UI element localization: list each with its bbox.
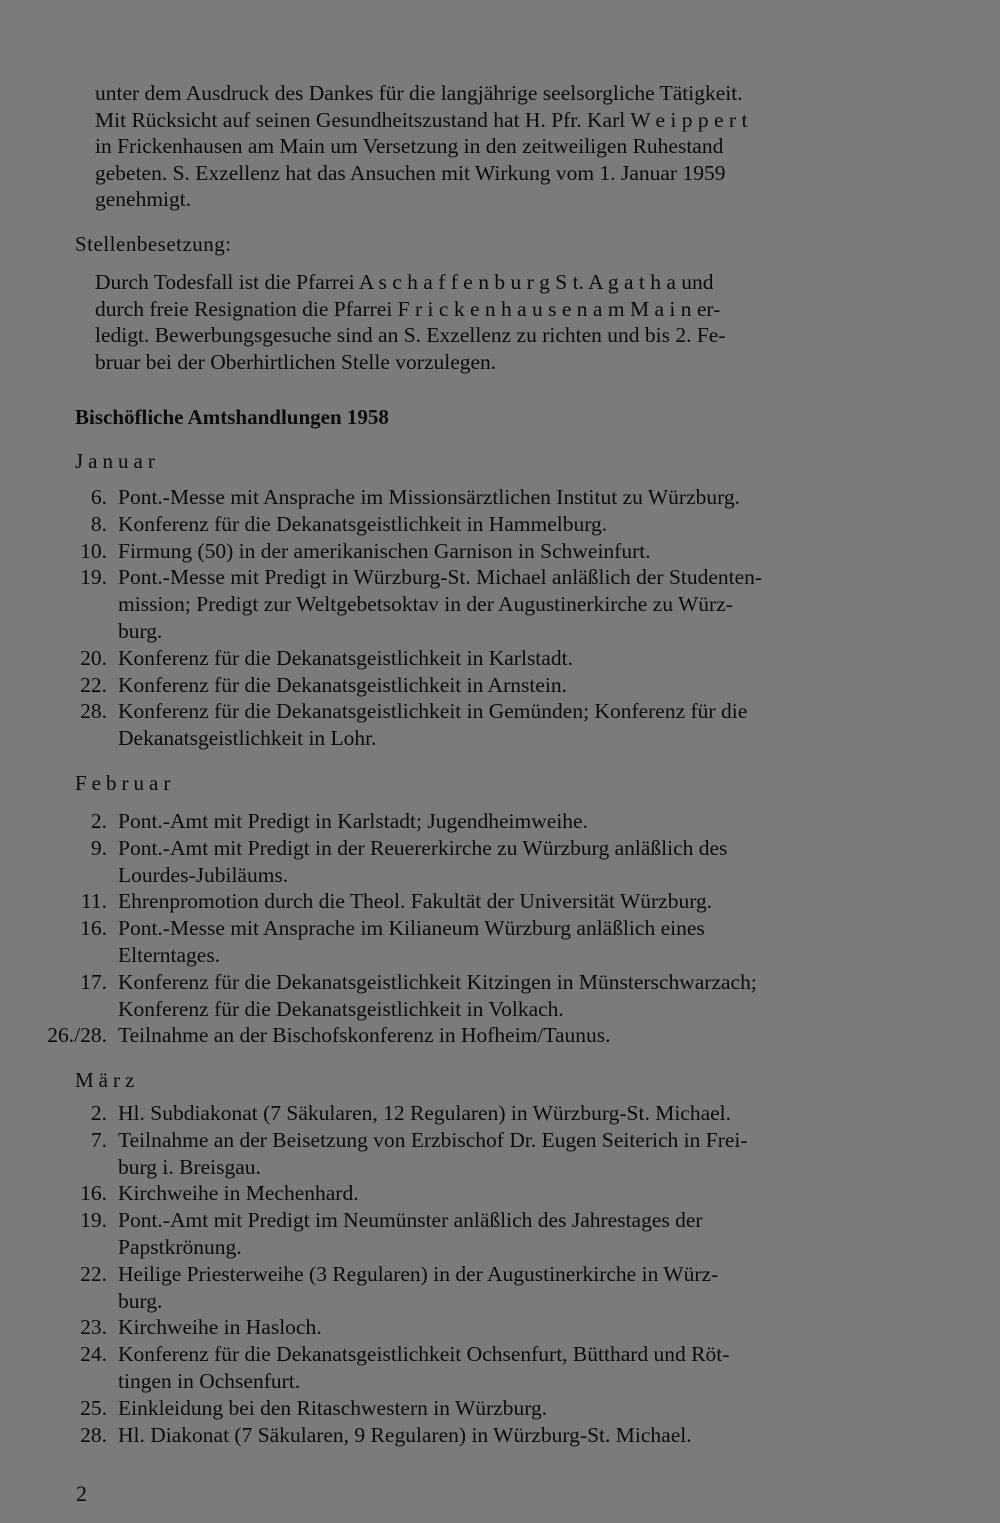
intro-line: gebeten. S. Exzellenz hat das Ansuchen mit Wirkung vom 1. Januar 1959 [95,160,726,185]
list-item [0,672,1000,699]
entry-line: Konferenz für die Dekanatsgeistlichkeit in Karlstadt. [118,645,573,670]
entry-day: 22. [80,1261,107,1286]
entry-text [118,1261,921,1315]
entries-februar [0,808,1000,1049]
entry-text [118,1422,921,1449]
entry-line: Pont.-Amt mit Predigt im Neumünster anläßlich des Jahrestages der [118,1208,703,1233]
list-item [0,484,1000,511]
entry-day: 16. [80,1181,107,1206]
list-item [0,1341,1000,1395]
entry-line: Konferenz für die Dekanatsgeistlichkeit in Gemünden; Konferenz für die [118,699,748,724]
entry-day: 28. [80,699,107,724]
entry-line: Teilnahme an der Beisetzung von Erzbischof Dr. Eugen Seiterich in Frei- [118,1127,748,1152]
list-item [0,511,1000,538]
entries-maerz [0,1100,1000,1448]
entry-line: Konferenz für die Dekanatsgeistlichkeit in Volkach. [118,996,564,1021]
entry-day: 28. [80,1422,107,1447]
section-title: Bischöfliche Amtshandlungen 1958 [75,405,389,429]
entry-line: burg i. Breisgau. [118,1154,261,1179]
entry-line: Papstkrönung. [118,1234,242,1259]
entry-text [118,969,921,1023]
entry-text [118,888,921,915]
list-item [0,1100,1000,1127]
entry-line: mission; Predigt zur Weltgebetsoktav in der Augustinerkirche zu Würz- [118,592,733,617]
entry-text [118,1395,921,1422]
entry-text [118,835,921,889]
entry-line: burg. [118,618,163,643]
entry-line: Hl. Subdiakonat (7 Säkularen, 12 Regularen) in Würzburg-St. Michael. [118,1101,732,1125]
list-item [0,1207,1000,1261]
entry-line: Lourdes-Jubiläums. [118,862,289,887]
list-item [0,1395,1000,1422]
entry-line: Firmung (50) in der amerikanischen Garnison in Schweinfurt. [118,538,651,563]
stellenbesetzung-paragraph [95,269,920,375]
entry-day: 23. [80,1315,107,1340]
list-item [0,808,1000,835]
entry-line: Pont.-Amt mit Predigt in der Reuererkirche zu Würzburg anläßlich des [118,835,728,860]
intro-line: Mit Rücksicht auf seinen Gesundheitszustand hat H. Pfr. Karl W e i p p e r t [95,107,748,132]
entry-line: Konferenz für die Dekanatsgeistlichkeit in Hammelburg. [118,511,608,536]
list-item [0,1127,1000,1181]
entry-day: 17. [80,969,107,994]
entry-day: 2. [90,1101,107,1125]
entry-day: 6. [90,485,107,509]
list-item [0,835,1000,889]
month-heading-februar: Februar [75,771,176,795]
stellen-line: bruar bei der Oberhirtlichen Stelle vorzulegen. [95,349,497,374]
entry-line: Dekanatsgeistlichkeit in Lohr. [118,726,377,751]
entry-line: Konferenz für die Dekanatsgeistlichkeit Ochsenfurt, Bütthard und Röt- [118,1342,730,1367]
list-item [0,1261,1000,1315]
entry-line: tingen in Ochsenfurt. [118,1368,301,1393]
entry-day: 24. [80,1342,107,1367]
entry-line: Konferenz für die Dekanatsgeistlichkeit Kitzingen in Münsterschwarzach; [118,969,757,994]
entry-day: 22. [80,672,107,697]
list-item [0,645,1000,672]
entry-day: 26./28. [47,1023,107,1048]
entry-text [118,915,921,969]
entry-line: Heilige Priesterweihe (3 Regularen) in der Augustinerkirche in Würz- [118,1261,719,1286]
entry-line: burg. [118,1288,163,1313]
entry-text [118,672,921,699]
list-item [0,1422,1000,1449]
entry-day: 2. [90,809,107,833]
intro-line: unter dem Ausdruck des Dankes für die langjährige seelsorgliche Tätigkeit. [95,81,743,105]
entry-text [118,1022,921,1049]
intro-paragraph [95,80,920,213]
entry-line: Kirchweihe in Mechenhard. [118,1181,359,1206]
entry-text [118,645,921,672]
month-heading-januar: Januar [75,449,160,473]
entry-line: Pont.-Amt mit Predigt in Karlstadt; Jugendheimweihe. [118,809,588,833]
entry-line: Pont.-Messe mit Ansprache im Kilianeum Würzburg anläßlich eines [118,916,705,941]
stellen-line: ledigt. Bewerbungsgesuche sind an S. Exzellenz zu richten und bis 2. Fe- [95,323,726,347]
entry-day: 11. [80,889,107,914]
entry-day: 7. [90,1127,107,1152]
entry-text [118,808,921,835]
entry-day: 8. [90,511,107,536]
entry-day: 19. [80,1208,107,1233]
entry-line: Einkleidung bei den Ritaschwestern in Würzburg. [118,1395,548,1420]
entry-line: Konferenz für die Dekanatsgeistlichkeit in Arnstein. [118,672,567,697]
entry-line: Teilnahme an der Bischofskonferenz in Hofheim/Taunus. [118,1023,611,1048]
entry-day: 25. [80,1395,107,1420]
entry-day: 10. [80,538,107,563]
entry-line: Hl. Diakonat (7 Säkularen, 9 Regularen) in Würzburg-St. Michael. [118,1422,692,1447]
entry-day: 20. [80,645,107,670]
entry-line: Elterntages. [118,942,221,967]
list-item [0,915,1000,969]
stellenbesetzung-heading: Stellenbesetzung: [75,232,232,256]
list-item [0,1314,1000,1341]
entry-text [118,564,921,644]
stellen-line: durch freie Resignation die Pfarrei F r i c k e n h a u s e n a m M a i n er- [95,296,721,321]
entry-text [118,484,921,511]
list-item [0,698,1000,752]
entry-text [118,1180,921,1207]
entry-text [118,1314,921,1341]
entries-januar [0,484,1000,752]
entry-line: Ehrenpromotion durch die Theol. Fakultät der Universität Würzburg. [118,889,713,914]
stellen-line: Durch Todesfall ist die Pfarrei A s c h a f f e n b u r g S t. A g a t h a und [95,270,714,294]
page-number: 2 [76,1481,87,1506]
entry-text [118,1207,921,1261]
entry-text [118,1100,921,1127]
entry-text [118,511,921,538]
entry-line: Kirchweihe in Hasloch. [118,1315,322,1340]
list-item [0,969,1000,1023]
intro-line: in Frickenhausen am Main um Versetzung in den zeitweiligen Ruhestand [95,134,724,158]
entry-line: Pont.-Messe mit Ansprache im Missionsärztlichen Institut zu Würzburg. [118,485,741,509]
intro-line: genehmigt. [95,187,192,211]
entry-day: 19. [80,565,107,590]
entry-day: 9. [90,835,107,860]
list-item [0,1180,1000,1207]
entry-text [118,1127,921,1181]
list-item [0,1022,1000,1049]
list-item [0,564,1000,644]
entry-text [118,698,921,752]
entry-text [118,1341,921,1395]
entry-text [118,538,921,565]
entry-line: Pont.-Messe mit Predigt in Würzburg-St. Michael anläßlich der Studenten- [118,565,763,590]
month-heading-maerz: März [75,1068,140,1092]
entry-day: 16. [80,916,107,941]
list-item [0,888,1000,915]
list-item [0,538,1000,565]
